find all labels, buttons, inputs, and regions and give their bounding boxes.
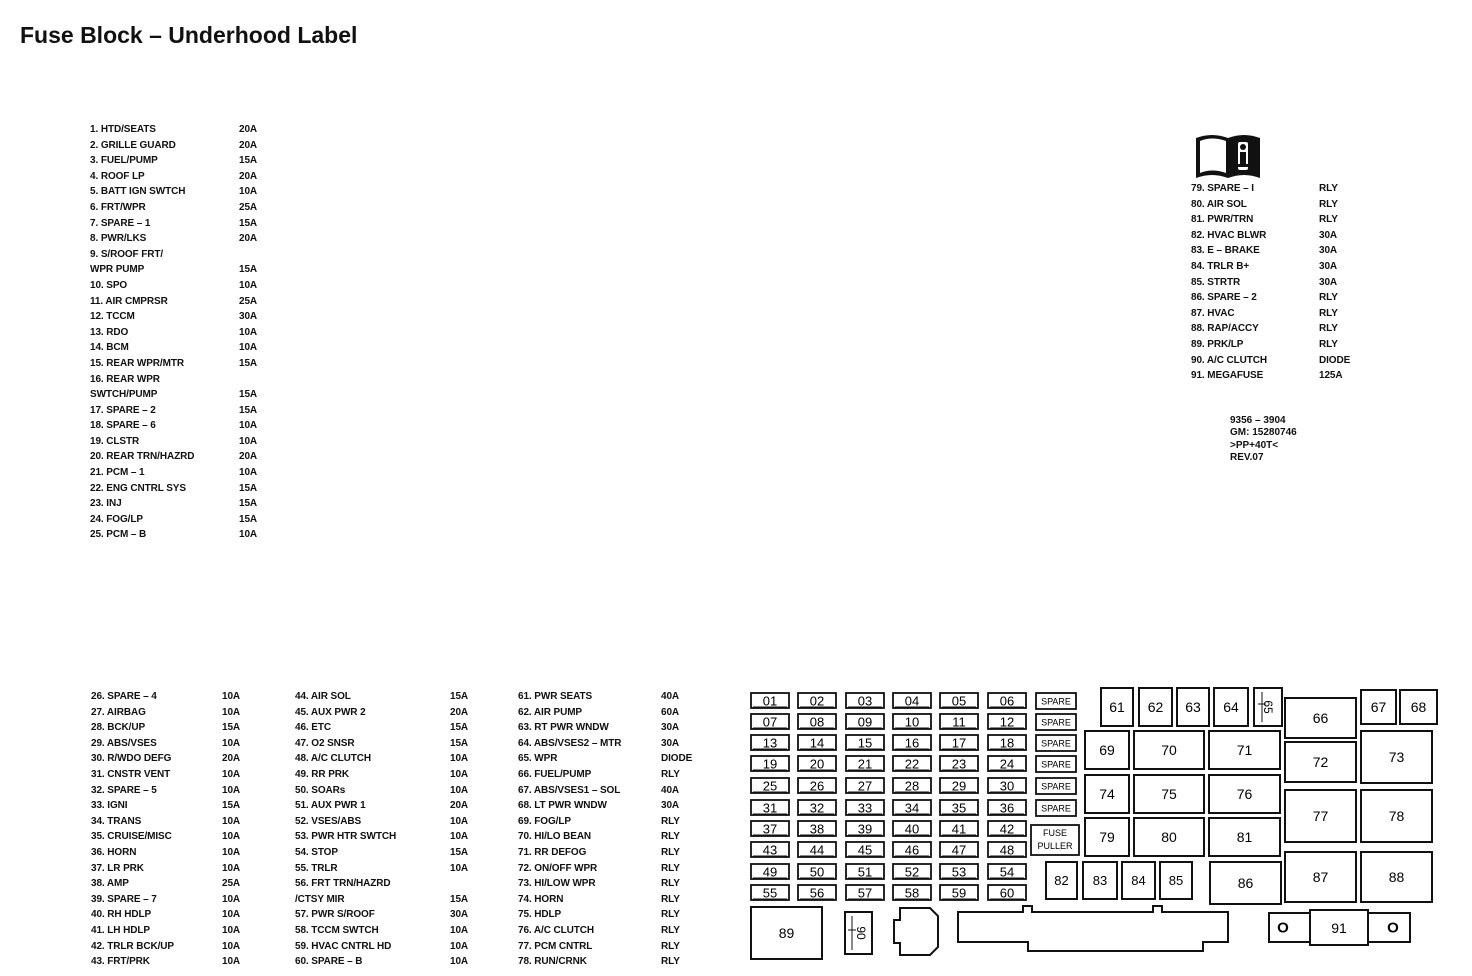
fuse-circuit-label: 91. MEGAFUSE bbox=[1191, 370, 1264, 382]
fuse-rating: 30A bbox=[450, 909, 469, 921]
mini-fuse-number: 52 bbox=[904, 864, 920, 880]
fuse-circuit-label: 20. REAR TRN/HAZRD bbox=[90, 451, 195, 463]
fuse-rating: 15A bbox=[239, 264, 258, 276]
fuse-rating: RLY bbox=[1319, 323, 1338, 335]
fuse-circuit-label: 30. R/WDO DEFG bbox=[91, 753, 172, 765]
fuse-circuit-label: 44. AIR SOL bbox=[295, 691, 351, 702]
fuse-circuit-label: 43. FRT/PRK bbox=[91, 956, 150, 968]
fuse-rating: 30A bbox=[661, 800, 680, 812]
fuse-relay-number: 70 bbox=[1161, 742, 1177, 758]
fuse-circuit-label: 41. LH HDLP bbox=[91, 924, 150, 936]
mini-fuse-number: 39 bbox=[857, 821, 873, 837]
fuse-circuit-label: 57. PWR S/ROOF bbox=[295, 909, 375, 921]
fuse-circuit-label: 50. SOARs bbox=[295, 784, 346, 796]
spare-fuse-label: SPARE bbox=[1041, 803, 1071, 814]
fuse-circuit-label: 10. SPO bbox=[90, 279, 128, 291]
connector-outline bbox=[894, 908, 938, 955]
fuse-relay-number: 90 bbox=[854, 926, 868, 940]
fuse-rating: 30A bbox=[661, 737, 680, 749]
mini-fuse-number: 05 bbox=[951, 693, 967, 709]
fuse-rating: RLY bbox=[661, 846, 680, 858]
fuse-rating: 10A bbox=[239, 186, 258, 198]
mini-fuse-number: 44 bbox=[809, 842, 825, 858]
mini-fuse-number: 01 bbox=[762, 693, 778, 709]
mini-fuse-number: 29 bbox=[951, 778, 967, 794]
fuse-rating: RLY bbox=[661, 893, 680, 905]
fuse-rating: 20A bbox=[450, 800, 469, 812]
fuse-relay-number: 78 bbox=[1388, 808, 1405, 824]
fuse-rating: 20A bbox=[450, 706, 469, 718]
mini-fuse-number: 46 bbox=[904, 842, 920, 858]
fuse-rating: RLY bbox=[661, 862, 680, 874]
mini-fuse-number: 60 bbox=[999, 885, 1015, 901]
mini-fuse-number: 37 bbox=[762, 821, 778, 837]
fuse-circuit-label: 56. FRT TRN/HAZRD bbox=[295, 878, 391, 890]
fuse-circuit-label: 31. CNSTR VENT bbox=[91, 768, 171, 780]
fuse-circuit-label: 64. ABS/VSES2 – MTR bbox=[518, 737, 622, 749]
fuse-circuit-label: 62. AIR PUMP bbox=[518, 706, 583, 718]
fuse-rating: 15A bbox=[450, 722, 469, 734]
mini-fuse-number: 18 bbox=[999, 735, 1015, 751]
mini-fuse-number: 43 bbox=[762, 842, 778, 858]
fuse-rating: 15A bbox=[450, 846, 469, 858]
part-number-line: 9356 – 3904 bbox=[1230, 415, 1286, 426]
mini-fuse-number: 53 bbox=[951, 864, 967, 880]
fuse-relay-number: 86 bbox=[1237, 875, 1254, 891]
mini-fuse-number: 42 bbox=[999, 821, 1015, 837]
mini-fuse-number: 24 bbox=[999, 756, 1015, 772]
mini-fuse-number: 47 bbox=[951, 842, 967, 858]
fuse-rating: 30A bbox=[239, 311, 258, 323]
fuse-circuit-label: 78. RUN/CRNK bbox=[518, 956, 587, 968]
fuse-rating: 10A bbox=[239, 279, 258, 291]
fuse-circuit-label: 17. SPARE – 2 bbox=[90, 404, 156, 416]
fuse-circuit-label: /CTSY MIR bbox=[295, 893, 345, 905]
fuse-circuit-label: 21. PCM – 1 bbox=[90, 467, 145, 479]
fuse-rating: 10A bbox=[450, 862, 469, 874]
fuse-circuit-label: 54. STOP bbox=[295, 846, 338, 858]
fuse-relay-number: 76 bbox=[1236, 786, 1253, 802]
fuse-circuit-label: 36. HORN bbox=[91, 846, 137, 858]
fuse-rating: 10A bbox=[239, 529, 258, 541]
fuse-relay-number: 69 bbox=[1099, 742, 1115, 758]
fuse-circuit-label: 42. TRLR BCK/UP bbox=[91, 940, 174, 952]
mini-fuse-number: 15 bbox=[857, 735, 873, 751]
megafuse-terminal-right: O bbox=[1387, 919, 1399, 937]
fuse-circuit-label: 4. ROOF LP bbox=[90, 170, 145, 182]
fuse-rating: 15A bbox=[239, 498, 258, 510]
fuse-circuit-label: 12. TCCM bbox=[90, 311, 135, 323]
fuse-relay-number: 85 bbox=[1168, 873, 1184, 888]
page-title: Fuse Block – Underhood Label bbox=[20, 22, 358, 48]
fuse-rating: 15A bbox=[239, 513, 258, 525]
fuse-rating: RLY bbox=[661, 768, 680, 780]
fuse-circuit-label: 14. BCM bbox=[90, 342, 129, 354]
mini-fuse-number: 07 bbox=[762, 714, 778, 730]
fuse-circuit-label: 2. GRILLE GUARD bbox=[90, 139, 176, 151]
fuse-circuit-label: 80. AIR SOL bbox=[1191, 198, 1247, 210]
mini-fuse-number: 56 bbox=[809, 885, 825, 901]
mini-fuse-number: 16 bbox=[904, 735, 920, 751]
fuse-circuit-label: 37. LR PRK bbox=[91, 862, 144, 874]
fuse-rating: 30A bbox=[661, 722, 680, 734]
fuse-circuit-label: 66. FUEL/PUMP bbox=[518, 768, 592, 780]
fuse-circuit-label: 82. HVAC BLWR bbox=[1191, 229, 1267, 241]
fuse-rating: 20A bbox=[239, 139, 258, 151]
fuse-rating: 25A bbox=[239, 295, 258, 307]
fuse-rating: 10A bbox=[222, 893, 241, 905]
mini-fuse-number: 23 bbox=[951, 756, 967, 772]
fuse-circuit-label: 39. SPARE – 7 bbox=[91, 893, 157, 905]
fuse-circuit-label: 71. RR DEFOG bbox=[518, 846, 587, 858]
fuse-rating: 60A bbox=[661, 706, 680, 718]
fuse-relay-number: 68 bbox=[1410, 699, 1427, 715]
mini-fuse-number: 36 bbox=[999, 800, 1015, 816]
fuse-circuit-label: 85. STRTR bbox=[1191, 276, 1241, 288]
fuse-circuit-label: 89. PRK/LP bbox=[1191, 338, 1244, 350]
fuse-rating: 30A bbox=[1319, 245, 1338, 257]
mini-fuse-number: 40 bbox=[904, 821, 920, 837]
fuse-rating: RLY bbox=[1319, 292, 1338, 304]
fuse-relay-number: 64 bbox=[1223, 699, 1239, 715]
fuse-circuit-label: 48. A/C CLUTCH bbox=[295, 753, 372, 765]
mini-fuse-number: 04 bbox=[904, 693, 920, 709]
megafuse-terminal-left: O bbox=[1277, 919, 1289, 937]
fuse-circuit-label: 19. CLSTR bbox=[90, 435, 140, 447]
fuse-relay-number: 81 bbox=[1236, 829, 1253, 845]
fuse-circuit-label: 70. HI/LO BEAN bbox=[518, 831, 592, 843]
mini-fuse-number: 17 bbox=[951, 735, 967, 751]
mini-fuse-number: 19 bbox=[762, 756, 778, 772]
fuse-rating: 10A bbox=[222, 846, 241, 858]
fuse-circuit-label: 53. PWR HTR SWTCH bbox=[295, 831, 397, 843]
fuse-rating: DIODE bbox=[661, 753, 693, 765]
fuse-circuit-label: WPR PUMP bbox=[90, 264, 145, 276]
fuse-rating: RLY bbox=[1319, 338, 1338, 350]
fuse-rating: 15A bbox=[450, 737, 469, 749]
fuse-rating: 10A bbox=[239, 342, 258, 354]
fuse-circuit-label: 65. WPR bbox=[518, 753, 558, 765]
fuse-circuit-label: 27. AIRBAG bbox=[91, 706, 146, 718]
fuse-relay-number: 67 bbox=[1370, 699, 1387, 715]
part-number-line: >PP+40T< bbox=[1230, 439, 1279, 451]
fuse-rating: 15A bbox=[239, 404, 258, 416]
fuse-rating: 10A bbox=[222, 737, 241, 749]
fuse-circuit-label: 83. E – BRAKE bbox=[1191, 245, 1260, 257]
fuse-rating: 15A bbox=[239, 217, 258, 229]
fuse-rating: 10A bbox=[450, 940, 469, 952]
mini-fuse-number: 31 bbox=[762, 800, 778, 816]
fuse-circuit-label: 69. FOG/LP bbox=[518, 815, 571, 827]
fuse-circuit-label: 67. ABS/VSES1 – SOL bbox=[518, 784, 621, 796]
fuse-rating: 20A bbox=[239, 124, 258, 135]
fuse-rating: RLY bbox=[1319, 198, 1338, 210]
fuse-circuit-label: 68. LT PWR WNDW bbox=[518, 800, 607, 812]
fuse-circuit-label: 3. FUEL/PUMP bbox=[90, 155, 158, 167]
fuse-circuit-label: 7. SPARE – 1 bbox=[90, 217, 151, 229]
fuse-circuit-label: 73. HI/LOW WPR bbox=[518, 878, 596, 890]
mini-fuse-number: 30 bbox=[999, 778, 1015, 794]
fuse-relay-number: 73 bbox=[1388, 749, 1405, 765]
fuse-circuit-label: 35. CRUISE/MISC bbox=[91, 831, 172, 843]
fuse-rating: 10A bbox=[450, 815, 469, 827]
fuse-relay-number: 83 bbox=[1092, 873, 1108, 888]
fuse-rating: 10A bbox=[450, 753, 469, 765]
mini-fuse-number: 02 bbox=[809, 693, 825, 709]
mini-fuse-number: 12 bbox=[999, 714, 1015, 730]
fuse-circuit-label: 46. ETC bbox=[295, 722, 331, 734]
fuse-rating: 10A bbox=[222, 784, 241, 796]
fuse-circuit-label: 84. TRLR B+ bbox=[1191, 260, 1250, 272]
fuse-relay-number: 77 bbox=[1312, 808, 1329, 824]
fuse-rating: RLY bbox=[661, 940, 680, 952]
fuse-circuit-label: 60. SPARE – B bbox=[295, 956, 363, 968]
mini-fuse-number: 34 bbox=[904, 800, 920, 816]
fuse-rating: 125A bbox=[1319, 370, 1343, 382]
mini-fuse-number: 28 bbox=[904, 778, 920, 794]
fuse-circuit-label: 55. TRLR bbox=[295, 862, 338, 874]
mini-fuse-number: 57 bbox=[857, 885, 873, 901]
fuse-circuit-label: 33. IGNI bbox=[91, 800, 128, 812]
fuse-rating: 15A bbox=[239, 389, 258, 401]
mini-fuse-number: 38 bbox=[809, 821, 825, 837]
fuse-relay-number: 88 bbox=[1388, 869, 1405, 885]
spare-fuse-label: SPARE bbox=[1041, 738, 1071, 749]
fuse-circuit-label: 45. AUX PWR 2 bbox=[295, 706, 366, 718]
fuse-circuit-label: 38. AMP bbox=[91, 878, 129, 890]
fuse-circuit-label: 75. HDLP bbox=[518, 909, 562, 921]
fuse-rating: 30A bbox=[1319, 229, 1338, 241]
fuse-puller-label: FUSE bbox=[1042, 828, 1068, 838]
fuse-rating: 10A bbox=[222, 831, 241, 843]
fuse-rating: 15A bbox=[239, 357, 258, 369]
fuse-rating: 15A bbox=[239, 482, 258, 494]
fuse-circuit-label: 29. ABS/VSES bbox=[91, 737, 157, 749]
fuse-circuit-label: 77. PCM CNTRL bbox=[518, 940, 593, 952]
fuse-circuit-label: 26. SPARE – 4 bbox=[91, 691, 157, 702]
fuse-rating: 40A bbox=[661, 691, 680, 702]
mini-fuse-number: 41 bbox=[951, 821, 967, 837]
fuse-relay-number: 66 bbox=[1312, 710, 1329, 726]
fuse-circuit-label: 59. HVAC CNTRL HD bbox=[295, 940, 392, 952]
fuse-circuit-label: 18. SPARE – 6 bbox=[90, 420, 156, 432]
mini-fuse-number: 50 bbox=[809, 864, 825, 880]
fuse-rating: 10A bbox=[450, 956, 469, 968]
fuse-rating: 20A bbox=[239, 451, 258, 463]
fuse-circuit-label: 47. O2 SNSR bbox=[295, 737, 355, 749]
fuse-relay-number: 79 bbox=[1099, 829, 1115, 845]
mini-fuse-number: 54 bbox=[999, 864, 1015, 880]
fuse-circuit-label: 23. INJ bbox=[90, 498, 122, 510]
fuse-relay-number: 71 bbox=[1236, 742, 1253, 758]
fuse-relay-number: 74 bbox=[1099, 786, 1115, 802]
mini-fuse-number: 33 bbox=[857, 800, 873, 816]
fuse-rating: 15A bbox=[222, 722, 241, 734]
fuse-relay-number: 82 bbox=[1054, 873, 1069, 888]
mini-fuse-number: 26 bbox=[809, 778, 825, 794]
fuse-rating: RLY bbox=[661, 924, 680, 936]
fuse-rating: 15A bbox=[239, 155, 258, 167]
fuse-rating: 10A bbox=[450, 768, 469, 780]
fuse-rating: 10A bbox=[239, 467, 258, 479]
part-number-line: GM: 15280746 bbox=[1230, 427, 1297, 439]
spare-fuse-label: SPARE bbox=[1041, 696, 1071, 707]
fuse-circuit-label: 61. PWR SEATS bbox=[518, 691, 593, 702]
fuse-circuit-label: 63. RT PWR WNDW bbox=[518, 722, 609, 734]
fuse-circuit-label: 6. FRT/WPR bbox=[90, 201, 146, 213]
mini-fuse-number: 13 bbox=[762, 735, 778, 751]
fuse-circuit-label: 28. BCK/UP bbox=[91, 722, 146, 734]
fuse-circuit-label: 86. SPARE – 2 bbox=[1191, 292, 1257, 304]
fuse-relay-number: 89 bbox=[778, 925, 795, 941]
fuse-rating: 10A bbox=[222, 956, 241, 968]
fuse-circuit-label: 88. RAP/ACCY bbox=[1191, 323, 1259, 335]
fuse-rating: 10A bbox=[450, 924, 469, 936]
fuse-rating: RLY bbox=[1319, 183, 1338, 194]
fuse-circuit-label: 11. AIR CMPRSR bbox=[90, 295, 168, 307]
fuse-relay-number: 87 bbox=[1312, 869, 1329, 885]
fuse-rating: RLY bbox=[661, 878, 680, 890]
mini-fuse-number: 03 bbox=[857, 693, 873, 709]
fuse-rating: 10A bbox=[222, 691, 241, 702]
fuse-relay-number: 84 bbox=[1131, 873, 1146, 888]
fuse-circuit-label: SWTCH/PUMP bbox=[90, 389, 158, 401]
spare-fuse-label: SPARE bbox=[1041, 717, 1071, 728]
fuse-rating: 10A bbox=[239, 326, 258, 338]
fuse-rating: RLY bbox=[1319, 214, 1338, 226]
mini-fuse-number: 49 bbox=[762, 864, 778, 880]
fuse-circuit-label: 1. HTD/SEATS bbox=[90, 124, 156, 135]
mini-fuse-number: 10 bbox=[904, 714, 920, 730]
fuse-circuit-label: 15. REAR WPR/MTR bbox=[90, 357, 184, 369]
fuse-circuit-label: 79. SPARE – I bbox=[1191, 183, 1254, 194]
fuse-rating: 10A bbox=[239, 435, 258, 447]
mini-fuse-number: 35 bbox=[951, 800, 967, 816]
mini-fuse-number: 08 bbox=[809, 714, 825, 730]
fuse-circuit-label: 32. SPARE – 5 bbox=[91, 784, 157, 796]
fuse-circuit-label: 49. RR PRK bbox=[295, 768, 350, 780]
fuse-circuit-label: 52. VSES/ABS bbox=[295, 815, 362, 827]
mini-fuse-number: 11 bbox=[952, 714, 966, 730]
mini-fuse-number: 09 bbox=[857, 714, 873, 730]
fuse-rating: 10A bbox=[239, 420, 258, 432]
fuse-rating: 10A bbox=[222, 768, 241, 780]
fuse-relay-number: 75 bbox=[1161, 786, 1177, 802]
fuse-relay-number: 72 bbox=[1312, 754, 1329, 770]
fuse-rating: 10A bbox=[222, 924, 241, 936]
fuse-rating: 20A bbox=[222, 753, 241, 765]
mini-fuse-number: 06 bbox=[999, 693, 1015, 709]
fuse-rating: 20A bbox=[239, 233, 258, 245]
mini-fuse-number: 58 bbox=[904, 885, 920, 901]
mini-fuse-number: 25 bbox=[762, 778, 778, 794]
fuse-circuit-label: 8. PWR/LKS bbox=[90, 233, 147, 245]
fuse-circuit-label: 34. TRANS bbox=[91, 815, 142, 827]
fuse-rating: 10A bbox=[222, 940, 241, 952]
mini-fuse-number: 20 bbox=[809, 756, 825, 772]
fuse-circuit-label: 9. S/ROOF FRT/ bbox=[90, 248, 164, 260]
mini-fuse-number: 32 bbox=[809, 800, 825, 816]
fuse-circuit-label: 16. REAR WPR bbox=[90, 373, 160, 385]
fuse-rating: 25A bbox=[222, 878, 241, 890]
fuse-rating: 10A bbox=[222, 862, 241, 874]
fuse-rating: DIODE bbox=[1319, 354, 1351, 366]
fuse-circuit-label: 90. A/C CLUTCH bbox=[1191, 354, 1268, 366]
fuse-circuit-label: 24. FOG/LP bbox=[90, 513, 143, 525]
fuse-rating: RLY bbox=[661, 831, 680, 843]
mini-fuse-number: 21 bbox=[857, 756, 873, 772]
mini-fuse-number: 45 bbox=[857, 842, 873, 858]
fuse-circuit-label: 74. HORN bbox=[518, 893, 564, 905]
mini-fuse-number: 51 bbox=[857, 864, 873, 880]
fuse-rating: RLY bbox=[661, 909, 680, 921]
fuse-rating: RLY bbox=[661, 815, 680, 827]
fuse-relay-number: 63 bbox=[1185, 699, 1201, 715]
fuse-rating: 30A bbox=[1319, 260, 1338, 272]
fuse-rating: 40A bbox=[661, 784, 680, 796]
fuse-rating: 15A bbox=[222, 800, 241, 812]
fuse-rating: 20A bbox=[239, 170, 258, 182]
fuse-rating: 30A bbox=[1319, 276, 1338, 288]
fuse-circuit-label: 13. RDO bbox=[90, 326, 129, 338]
fuse-rating: 10A bbox=[450, 831, 469, 843]
mini-fuse-number: 27 bbox=[857, 778, 873, 794]
fuse-rating: 10A bbox=[222, 706, 241, 718]
fuse-rating: 10A bbox=[222, 909, 241, 921]
mini-fuse-number: 14 bbox=[809, 735, 825, 751]
fuse-relay-number: 91 bbox=[1331, 920, 1347, 936]
fuse-rating: RLY bbox=[661, 956, 680, 968]
fuse-relay-number: 65 bbox=[1261, 700, 1275, 714]
fuse-circuit-label: 58. TCCM SWTCH bbox=[295, 924, 379, 936]
fuse-puller-label: PULLER bbox=[1037, 841, 1073, 851]
fuse-circuit-label: 76. A/C CLUTCH bbox=[518, 924, 595, 936]
part-number-line: REV.07 bbox=[1230, 452, 1264, 464]
fuse-circuit-label: 22. ENG CNTRL SYS bbox=[90, 482, 186, 494]
fuse-circuit-label: 87. HVAC bbox=[1191, 307, 1235, 319]
mini-fuse-number: 48 bbox=[999, 842, 1015, 858]
spare-fuse-label: SPARE bbox=[1041, 781, 1071, 792]
mini-fuse-number: 59 bbox=[951, 885, 967, 901]
fuse-relay-number: 80 bbox=[1161, 829, 1177, 845]
fuse-circuit-label: 25. PCM – B bbox=[90, 529, 147, 541]
fuse-relay-number: 61 bbox=[1109, 699, 1125, 715]
fuse-circuit-label: 40. RH HDLP bbox=[91, 909, 152, 921]
fuse-rating: 10A bbox=[222, 815, 241, 827]
fuse-circuit-label: 81. PWR/TRN bbox=[1191, 214, 1254, 226]
fuse-rating: 15A bbox=[450, 893, 469, 905]
mini-fuse-number: 55 bbox=[762, 885, 778, 901]
fuse-rating: RLY bbox=[1319, 307, 1338, 319]
fuse-relay-number: 62 bbox=[1147, 699, 1164, 715]
fuse-rating: 25A bbox=[239, 201, 258, 213]
spare-fuse-label: SPARE bbox=[1041, 759, 1071, 770]
mini-fuse-number: 22 bbox=[904, 756, 920, 772]
fuse-circuit-label: 72. ON/OFF WPR bbox=[518, 862, 598, 874]
fuse-rating: 15A bbox=[450, 691, 469, 702]
fuse-circuit-label: 51. AUX PWR 1 bbox=[295, 800, 366, 812]
bus-bar-outline bbox=[958, 906, 1228, 951]
fuse-rating: 10A bbox=[450, 784, 469, 796]
fuse-circuit-label: 5. BATT IGN SWTCH bbox=[90, 186, 186, 198]
